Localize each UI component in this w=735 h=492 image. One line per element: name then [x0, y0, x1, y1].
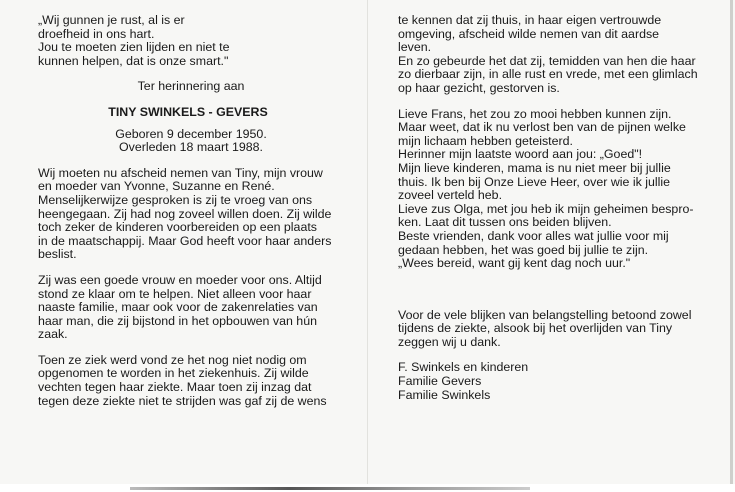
text-line: toch zeker de kinderen voorbereiden op een plaats — [38, 220, 317, 235]
in-memory-heading: Ter herinnering aan — [137, 79, 245, 94]
paragraph-character — [38, 274, 338, 342]
text-line: thuis. Ik ben bij Onze Lieve Heer, over wie ik jullie — [398, 174, 671, 189]
text-line: heengegaan. Zij had nog zoveel willen doen. Zij wilde — [38, 206, 332, 221]
text-line: En zo gebeurde het dat zij, temidden van hen die haar — [398, 53, 696, 68]
text-line: Voor de vele blijken van belangstelling betoond zowel — [398, 307, 692, 322]
text-line: zaak. — [38, 327, 68, 342]
text-line: Beste vrienden, dank voor alles wat jullie voor mij — [398, 228, 669, 243]
fold-line — [367, 0, 368, 492]
text-line: Lieve zus Olga, met jou heb ik mijn geheimen bespro- — [398, 201, 694, 216]
text-line: zeggen wij u dank. — [398, 334, 501, 349]
text-line: tegen deze ziekte niet te strijden was gaf zij de wens — [38, 393, 327, 408]
text-line: Maar weet, dat ik nu verlost ben van de pijnen welke — [398, 120, 686, 135]
poem-line: „Wij gunnen je rust, al is er — [38, 13, 185, 27]
card-edge — [730, 0, 733, 492]
text-line: tijdens de ziekte, alsook bij het overlijden van Tiny — [398, 321, 673, 336]
paragraph-farewell — [38, 167, 338, 262]
text-line: „Wees bereid, want gij kent dag noch uur." — [398, 256, 631, 271]
poem-line: droefheid in ons hart. — [38, 26, 155, 41]
text-line: naaste familie, maar ook voor de zakenrelaties van — [38, 300, 318, 315]
text-line: stond ze klaar om te helpen. Niet alleen voor haar — [38, 286, 312, 301]
signature-line: Familie Gevers — [398, 374, 482, 389]
paragraph-thanks — [398, 309, 720, 350]
text-line: omgeving, afscheid wilde nemen van dit aardse — [398, 26, 660, 41]
text-line: Toen ze ziek werd vond ze het nog niet nodig om — [38, 352, 307, 367]
paragraph-farewell-words — [398, 108, 720, 271]
poem — [38, 14, 338, 68]
text-line: en moeder van Yvonne, Suzanne en René. — [38, 179, 275, 194]
text-line: haar man, die zij bijstond in het opbouwen van hún — [38, 313, 317, 328]
text-line: beslist. — [38, 247, 77, 262]
signatures — [398, 361, 720, 402]
paragraph-illness — [38, 354, 338, 408]
text-line: vechten tegen haar ziekte. Maar toen zij inzag dat — [38, 380, 312, 395]
scan-artifact — [130, 487, 530, 490]
text-line: op haar gezicht, gestorven is. — [398, 80, 560, 95]
right-column — [398, 14, 720, 402]
text-line: Herinner mijn laatste woord aan jou: „Goed"! — [398, 147, 643, 162]
left-column — [38, 14, 338, 408]
deceased-name: TINY SWINKELS - GEVERS — [108, 104, 268, 119]
birth-date: Geboren 9 december 1950. — [115, 126, 267, 141]
text-line: Wij moeten nu afscheid nemen van Tiny, mijn vrouw — [38, 165, 323, 180]
signature-line: Familie Swinkels — [398, 387, 491, 402]
text-line: Lieve Frans, het zou zo mooi hebben kunnen zijn. — [398, 106, 672, 121]
death-date: Overleden 18 maart 1988. — [119, 140, 263, 155]
text-line: Zij was een goede vrouw en moeder voor ons. Altijd — [38, 272, 322, 287]
paragraph-passing — [398, 14, 720, 96]
text-line: ken. Laat dit tussen ons beiden blijven. — [398, 215, 612, 230]
text-line: leven. — [398, 40, 432, 55]
poem-line: Jou te moeten zien lijden en niet te — [38, 40, 230, 55]
text-line: zoveel verteld heb. — [398, 188, 503, 203]
scan-edge — [0, 484, 735, 492]
text-line: mijn lichaam hebben geteisterd. — [398, 133, 573, 148]
text-line: opgenomen te worden in het ziekenhuis. Zij wilde — [38, 366, 309, 381]
text-line: in de maatschappij. Maar God heeft voor haar anders — [38, 233, 332, 248]
poem-line: kunnen helpen, dat is onze smart." — [38, 53, 229, 68]
text-line: te kennen dat zij thuis, in haar eigen vertrouwde — [398, 13, 662, 27]
text-line: Mijn lieve kinderen, mama is nu niet meer bij jullie — [398, 160, 671, 175]
signature-line: F. Swinkels en kinderen — [398, 360, 529, 375]
text-line: Menselijkerwijze gesproken is zij te vroeg van ons — [38, 192, 313, 207]
text-line: gedaan hebben, het was goed bij jullie te zijn. — [398, 242, 649, 257]
text-line: zo dierbaar zijn, in alle rust en vrede, met een glimlach — [398, 67, 698, 82]
